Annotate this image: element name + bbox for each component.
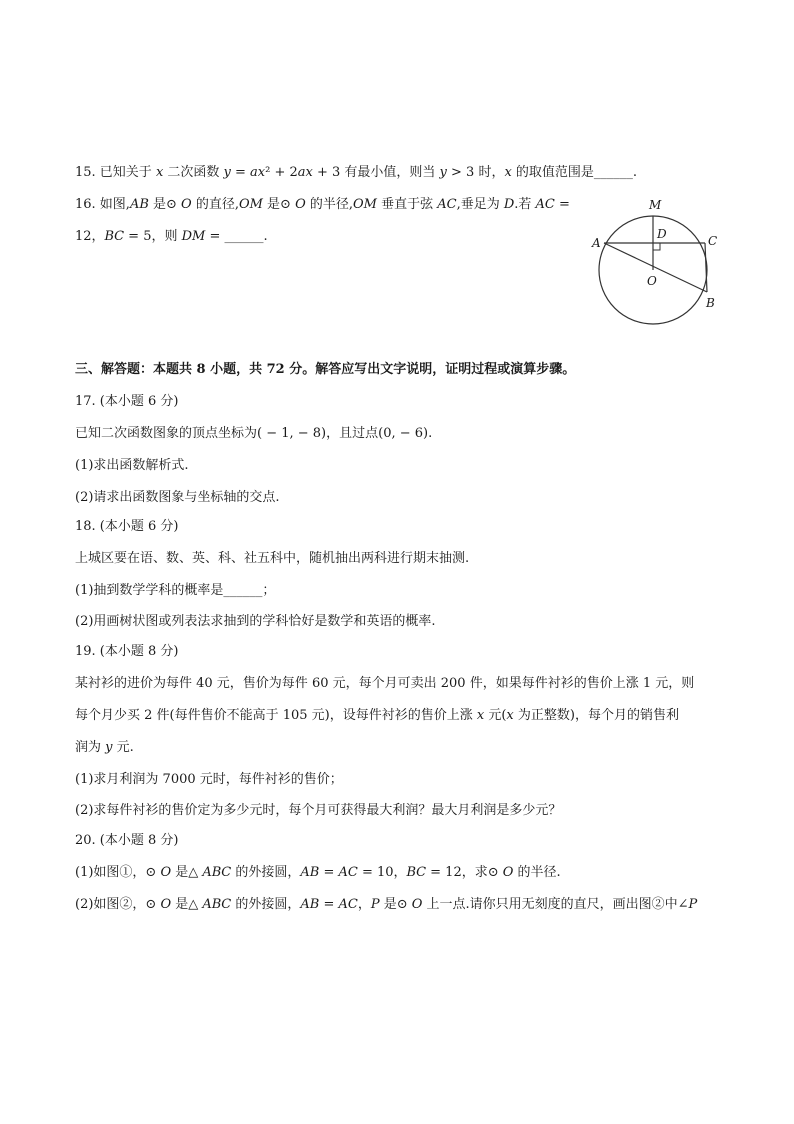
question-19-text-2: 每个月少买 2 件(每件售价不能高于 105 元)，设每件衬衫的售价上涨 𝑥 元(𝑥 为正整数)，每个月的销售利 [75,708,679,723]
question-18-part-2: (2)用画树状图或列表法求抽到的学科恰好是数学和英语的概率. [75,614,436,629]
question-20-heading: 20. (本小题 8 分) [75,833,179,848]
question-18-heading: 18. (本小题 6 分) [75,519,179,534]
question-18-part-1: (1)抽到数学学科的概率是______； [75,583,276,598]
question-16-line-2: 12，𝐵𝐶 = 5，则 𝐷𝑀 = ______. [75,229,268,244]
question-15: 15. 已知关于 𝑥 二次函数 𝑦 = 𝑎𝑥² + 2𝑎𝑥 + 3 有最小值，则当 𝑦 > 3 时，𝑥 的取值范围是______. [75,165,638,180]
question-19-text-1: 某衬衫的进价为每件 40 元，售价为每件 60 元，每个月可卖出 200 件，如果每件衬衫的售价上涨 1 元，则 [75,676,695,691]
circle-geometry-figure [585,185,735,335]
question-19-text-3: 润为 𝑦 元. [75,740,134,755]
question-19-part-2: (2)求每件衬衫的售价定为多少元时，每个月可获得最大利润？最大月利润是多少元？ [75,803,562,818]
section-3-heading: 三、解答题：本题共 8 小题，共 72 分。解答应写出文字说明，证明过程或演算步骤。 [75,362,576,377]
label-a: A [592,236,601,250]
label-c: C [708,234,718,248]
question-17-part-2: (2)请求出函数图象与坐标轴的交点. [75,490,280,505]
question-17-text: 已知二次函数图象的顶点坐标为( − 1, − 8)，且过点(0, − 6). [75,426,433,441]
question-16-line-1: 16. 如图,𝐴𝐵 是⊙ 𝑂 的直径,𝑂𝑀 是⊙ 𝑂 的半径,𝑂𝑀 垂直于弦 𝐴𝐶,垂足为 𝐷.若 𝐴𝐶 = [75,197,570,212]
label-d: D [657,227,667,241]
label-b: B [706,296,715,310]
question-19-part-1: (1)求月利润为 7000 元时，每件衬衫的售价； [75,772,343,787]
question-17-heading: 17. (本小题 6 分) [75,394,179,409]
right-angle-mark [653,243,660,250]
label-m: M [649,198,662,212]
label-o: O [647,274,657,288]
question-20-part-1: (1)如图①，⊙ 𝑂 是△ 𝐴𝐵𝐶 的外接圆，𝐴𝐵 = 𝐴𝐶 = 10，𝐵𝐶 = 12，求⊙ 𝑂 的半径. [75,865,561,880]
question-19-heading: 19. (本小题 8 分) [75,644,179,659]
question-17-part-1: (1)求出函数解析式. [75,458,189,473]
question-18-text: 上城区要在语、数、英、科、社五科中，随机抽出两科进行期末抽测. [75,551,470,566]
question-20-part-2: (2)如图②，⊙ 𝑂 是△ 𝐴𝐵𝐶 的外接圆，𝐴𝐵 = 𝐴𝐶，𝑃 是⊙ 𝑂 上一点.请你只用无刻度的直尺，画出图②中∠𝑃 [75,897,698,912]
